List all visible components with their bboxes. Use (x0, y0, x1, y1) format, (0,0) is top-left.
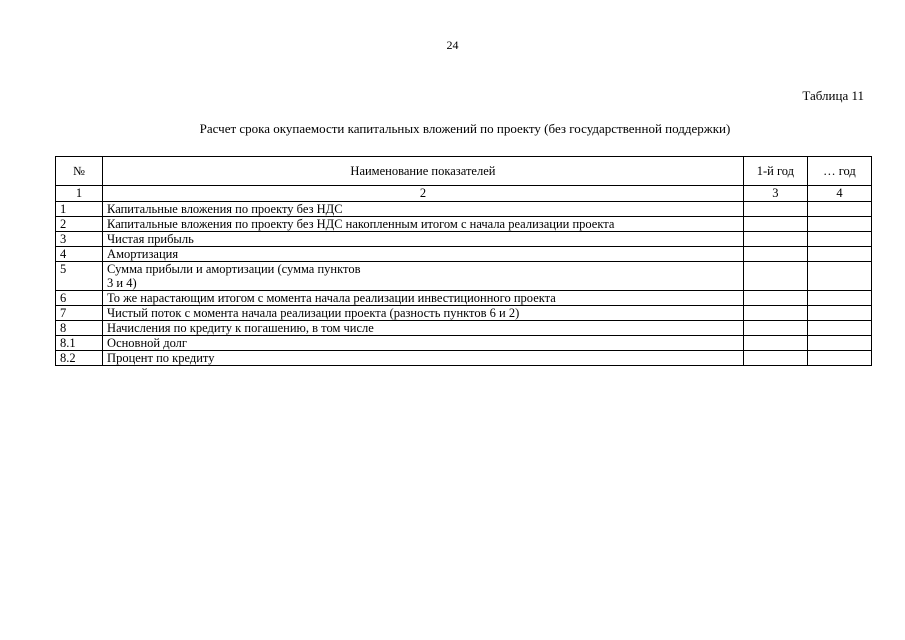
row-year-1-value (743, 321, 807, 336)
row-year-1-value (743, 351, 807, 366)
row-number: 8 (56, 321, 103, 336)
table-row (56, 217, 872, 232)
row-indicator-name: Капитальные вложения по проекту без НДС накопленным итогом с начала реализации проекта (103, 217, 744, 232)
header-row (56, 157, 872, 186)
row-year-n-value (807, 232, 871, 247)
row-number: 2 (56, 217, 103, 232)
table-row (56, 321, 872, 336)
row-indicator-name: Начисления по кредиту к погашению, в том числе (103, 321, 744, 336)
row-number: 4 (56, 247, 103, 262)
column-index: 1 (56, 186, 103, 202)
row-year-n-value (807, 247, 871, 262)
column-index: 4 (807, 186, 871, 202)
row-indicator-name: Чистая прибыль (103, 232, 744, 247)
row-number: 6 (56, 291, 103, 306)
header-year-n: … год (807, 157, 871, 186)
row-indicator-name: Процент по кредиту (103, 351, 744, 366)
row-year-1-value (743, 306, 807, 321)
table-row (56, 306, 872, 321)
row-year-1-value (743, 262, 807, 291)
row-year-n-value (807, 217, 871, 232)
row-year-n-value (807, 306, 871, 321)
row-year-1-value (743, 217, 807, 232)
row-year-n-value (807, 351, 871, 366)
page-number: 24 (446, 38, 459, 52)
table-row (56, 291, 872, 306)
row-number: 8.2 (56, 351, 103, 366)
table-row (56, 232, 872, 247)
table-row (56, 336, 872, 351)
header-year-1: 1-й год (743, 157, 807, 186)
table-row (56, 351, 872, 366)
header-indicator-name: Наименование показателей (103, 157, 744, 186)
row-year-1-value (743, 247, 807, 262)
row-year-n-value (807, 291, 871, 306)
column-index: 2 (103, 186, 744, 202)
payback-table (55, 156, 872, 366)
table-title: Расчет срока окупаемости капитальных вложений по проекту (без государственной поддержки) (199, 121, 731, 136)
column-index: 3 (743, 186, 807, 202)
row-number: 7 (56, 306, 103, 321)
row-number: 3 (56, 232, 103, 247)
row-number: 8.1 (56, 336, 103, 351)
row-indicator-name: То же нарастающим итогом с момента начала реализации инвестиционного проекта (103, 291, 744, 306)
header-number: № (56, 157, 103, 186)
table-row (56, 262, 872, 291)
row-indicator-name: Капитальные вложения по проекту без НДС (103, 202, 744, 217)
table-row (56, 247, 872, 262)
column-index-row (56, 186, 872, 202)
row-year-n-value (807, 262, 871, 291)
row-year-n-value (807, 321, 871, 336)
row-year-1-value (743, 232, 807, 247)
row-indicator-name: Основной долг (103, 336, 744, 351)
row-year-1-value (743, 336, 807, 351)
row-indicator-name: Амортизация (103, 247, 744, 262)
table-row (56, 202, 872, 217)
row-number: 5 (56, 262, 103, 291)
row-year-n-value (807, 336, 871, 351)
row-number: 1 (56, 202, 103, 217)
row-year-1-value (743, 291, 807, 306)
table-body (56, 202, 872, 366)
table-label: Таблица 11 (802, 88, 864, 103)
row-year-n-value (807, 202, 871, 217)
row-indicator-name: Чистый поток с момента начала реализации проекта (разность пунктов 6 и 2) (103, 306, 744, 321)
row-indicator-name: Сумма прибыли и амортизации (сумма пунктов 3 и 4) (103, 262, 744, 291)
row-year-1-value (743, 202, 807, 217)
